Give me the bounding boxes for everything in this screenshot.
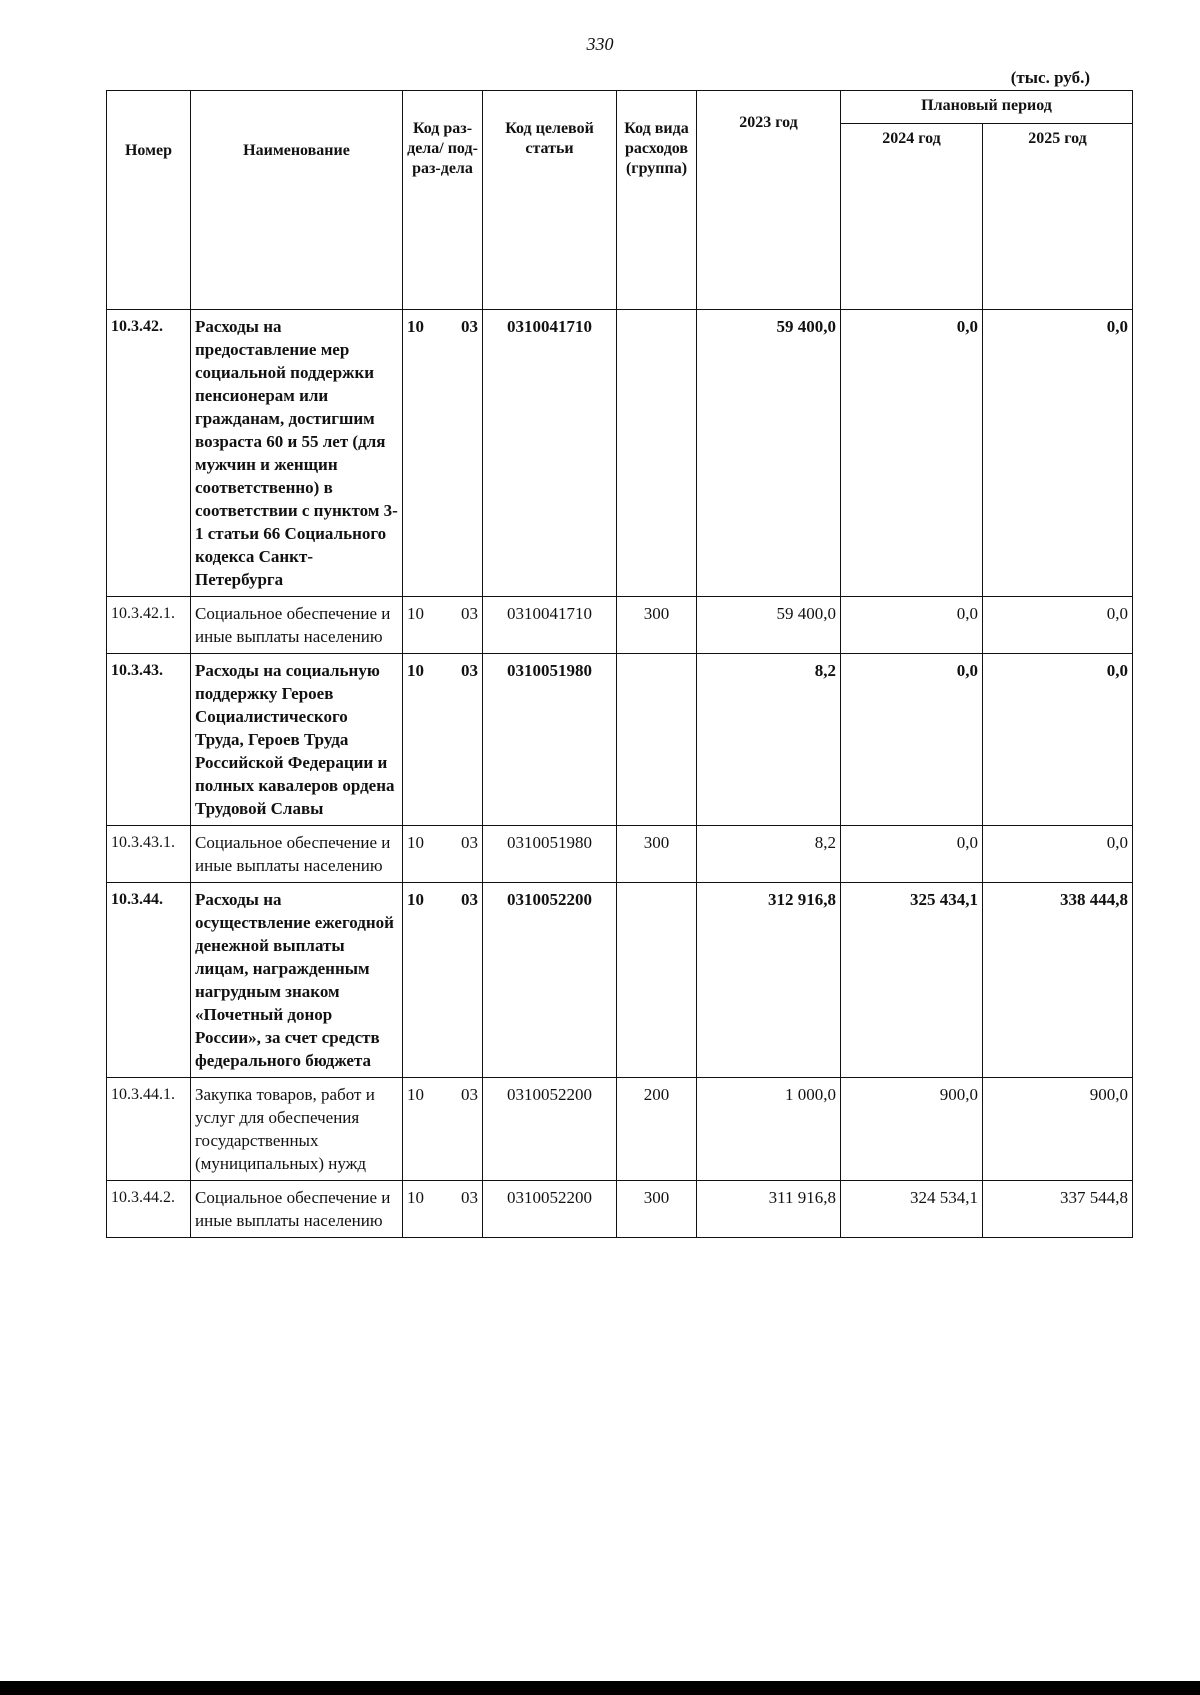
section-code: 10 [407,833,424,852]
row-section-code [403,1078,483,1181]
header-planned-period: Плановый период [841,91,1133,124]
scan-bottom-edge [0,1681,1200,1695]
header-year-2024: 2024 год [841,124,983,310]
row-expense-group: 300 [617,597,697,654]
row-amount-2025: 0,0 [983,654,1133,826]
row-expense-group [617,654,697,826]
section-code: 10 [407,661,424,680]
row-target-code: 0310051980 [483,826,617,883]
row-section-code [403,654,483,826]
section-code: 10 [407,1085,424,1104]
row-expense-group: 200 [617,1078,697,1181]
header-expense-type: Код вида расходов (группа) [617,91,697,310]
section-code: 10 [407,604,424,623]
row-amount-2025: 0,0 [983,597,1133,654]
table-row [107,826,1133,883]
row-amount-2023: 59 400,0 [697,597,841,654]
subsection-code: 03 [461,317,478,336]
row-number: 10.3.44.2. [107,1181,191,1238]
row-target-code: 0310052200 [483,1181,617,1238]
row-name: Социальное обеспечение и иные выплаты населению [191,1181,403,1238]
row-number: 10.3.43. [107,654,191,826]
row-section-code [403,1181,483,1238]
header-target: Код целевой статьи [483,91,617,310]
row-name: Расходы на предоставление мер социальной поддержки пенсионерам или гражданам, достигшим возраста 60 и 55 лет (для мужчин и женщин соответственно) в соответствии с пунктом 3-1 статьи 66 Социального кодекса Санкт-Петербурга [191,310,403,597]
row-target-code: 0310041710 [483,310,617,597]
page-number: 330 [586,34,614,54]
subsection-code: 03 [461,661,478,680]
row-amount-2025: 0,0 [983,310,1133,597]
row-name: Расходы на социальную поддержку Героев Социалистического Труда, Героев Труда Российской Федерации и полных кавалеров ордена Трудовой Славы [191,654,403,826]
table-row [107,310,1133,597]
table-row [107,654,1133,826]
row-section-code [403,826,483,883]
header-name: Наименование [191,91,403,310]
row-expense-group: 300 [617,826,697,883]
row-number: 10.3.44. [107,883,191,1078]
row-target-code: 0310052200 [483,883,617,1078]
row-expense-group: 300 [617,1181,697,1238]
row-amount-2025: 338 444,8 [983,883,1133,1078]
subsection-code: 03 [461,833,478,852]
subsection-code: 03 [461,1188,478,1207]
row-section-code [403,883,483,1078]
row-number: 10.3.43.1. [107,826,191,883]
header-section: Код раз-дела/ под-раз-дела [403,91,483,310]
row-amount-2024: 0,0 [841,310,983,597]
row-number: 10.3.44.1. [107,1078,191,1181]
row-section-code [403,597,483,654]
row-amount-2024: 0,0 [841,654,983,826]
row-number: 10.3.42. [107,310,191,597]
row-target-code: 0310041710 [483,597,617,654]
row-name: Социальное обеспечение и иные выплаты населению [191,597,403,654]
row-amount-2025: 900,0 [983,1078,1133,1181]
row-amount-2025: 337 544,8 [983,1181,1133,1238]
row-number: 10.3.42.1. [107,597,191,654]
table-row [107,1078,1133,1181]
row-amount-2024: 324 534,1 [841,1181,983,1238]
units-label: (тыс. руб.) [1010,68,1090,87]
row-amount-2024: 325 434,1 [841,883,983,1078]
row-amount-2024: 0,0 [841,826,983,883]
row-target-code: 0310051980 [483,654,617,826]
subsection-code: 03 [461,1085,478,1104]
row-amount-2023: 311 916,8 [697,1181,841,1238]
subsection-code: 03 [461,890,478,909]
header-year-2023: 2023 год [697,91,841,310]
row-name: Расходы на осуществление ежегодной денежной выплаты лицам, награжденным нагрудным знаком «Почетный донор России», за счет средств федерального бюджета [191,883,403,1078]
row-amount-2024: 900,0 [841,1078,983,1181]
row-name: Закупка товаров, работ и услуг для обеспечения государственных (муниципальных) нужд [191,1078,403,1181]
row-amount-2025: 0,0 [983,826,1133,883]
row-expense-group [617,310,697,597]
row-amount-2023: 8,2 [697,654,841,826]
row-amount-2024: 0,0 [841,597,983,654]
row-amount-2023: 8,2 [697,826,841,883]
section-code: 10 [407,317,424,336]
header-number: Номер [107,91,191,310]
table-header [107,91,1133,310]
row-section-code [403,310,483,597]
row-amount-2023: 312 916,8 [697,883,841,1078]
row-amount-2023: 1 000,0 [697,1078,841,1181]
header-year-2025: 2025 год [983,124,1133,310]
row-amount-2023: 59 400,0 [697,310,841,597]
section-code: 10 [407,1188,424,1207]
section-code: 10 [407,890,424,909]
row-expense-group [617,883,697,1078]
subsection-code: 03 [461,604,478,623]
row-target-code: 0310052200 [483,1078,617,1181]
table-body [107,310,1133,1238]
budget-table [106,90,1133,1238]
table-row [107,1181,1133,1238]
table-row [107,597,1133,654]
table-row [107,883,1133,1078]
row-name: Социальное обеспечение и иные выплаты населению [191,826,403,883]
